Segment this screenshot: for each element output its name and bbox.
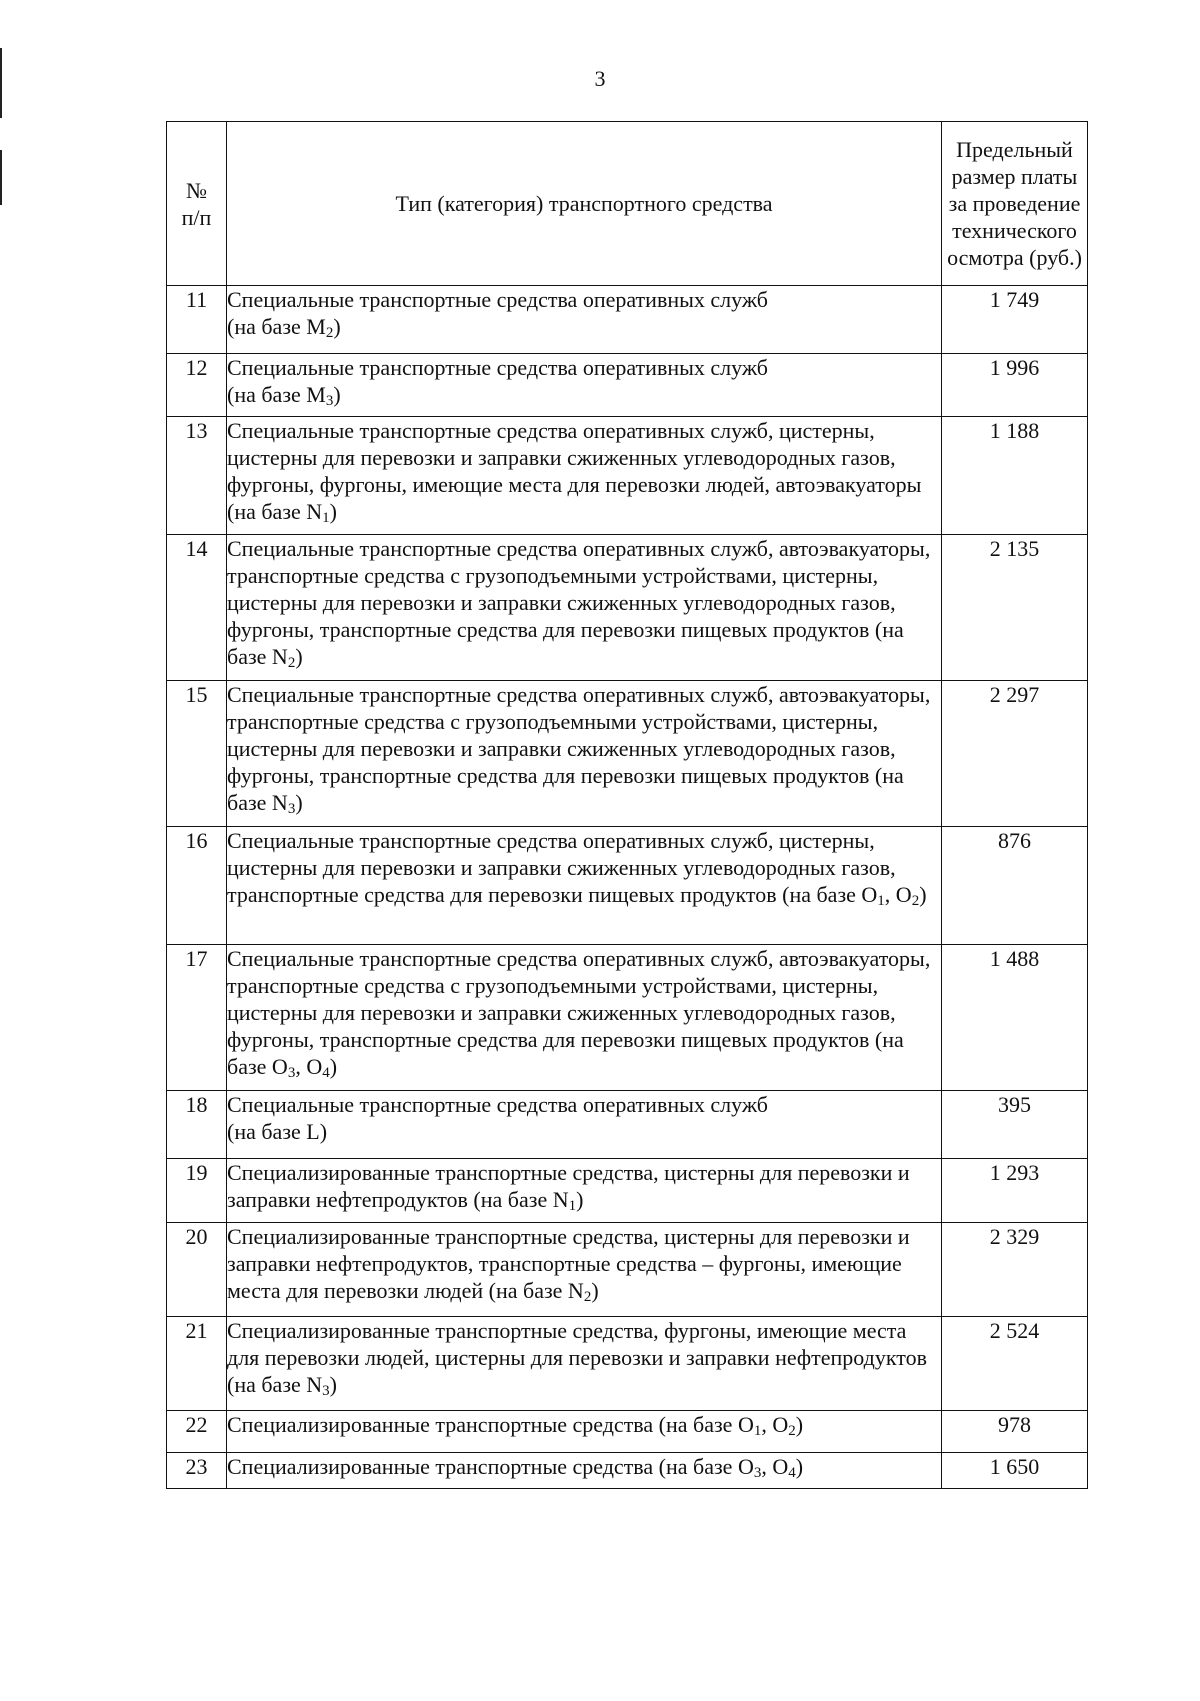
category-subscript: 1 xyxy=(322,510,330,526)
fee-value: 2 297 xyxy=(942,681,1088,827)
table-row xyxy=(167,1091,1088,1159)
category-subscript: 3 xyxy=(325,393,334,409)
fee-value: 876 xyxy=(942,827,1088,945)
table-row xyxy=(167,354,1088,417)
row-number: 21 xyxy=(167,1317,227,1411)
vehicle-type: Специальные транспортные средства оперативных служб (на базе $M_3$) xyxy=(227,354,942,417)
table-row xyxy=(167,827,1088,945)
table-row xyxy=(167,945,1088,1091)
fee-value: 1 996 xyxy=(942,354,1088,417)
category-subscript: 4 xyxy=(322,1065,330,1081)
category-subscript: 2 xyxy=(911,893,920,909)
table-row xyxy=(167,1223,1088,1317)
table-row xyxy=(167,417,1088,535)
vehicle-type: Специальные транспортные средства оперативных служб, цистерны, цистерны для перевозки и заправки сжиженных углеводородных газов, фургоны, фургоны, имеющие места для перевозки людей, автоэвакуаторы (на базе $N_1$) xyxy=(227,417,942,535)
fee-value: 1 188 xyxy=(942,417,1088,535)
category-subscript: 2 xyxy=(583,1289,592,1305)
row-number: 17 xyxy=(167,945,227,1091)
row-number: 16 xyxy=(167,827,227,945)
table-row xyxy=(167,681,1088,827)
table-header-row xyxy=(167,122,1088,286)
fee-value: 2 135 xyxy=(942,535,1088,681)
fee-value: 1 488 xyxy=(942,945,1088,1091)
table-row xyxy=(167,286,1088,354)
category-subscript: 1 xyxy=(753,1423,762,1439)
vehicle-type: Специальные транспортные средства оперативных служб (на базе L) xyxy=(227,1091,942,1159)
vehicle-type: Специализированные транспортные средства, цистерны для перевозки и заправки нефтепродуктов (на базе $N_1$) xyxy=(227,1159,942,1223)
page-number: 3 xyxy=(594,66,606,91)
category-subscript: 2 xyxy=(325,325,334,341)
row-number: 14 xyxy=(167,535,227,681)
header-fee: Предельный размер платы за проведение технического осмотра (руб.) xyxy=(942,122,1088,286)
header-type: Тип (категория) транспортного средства xyxy=(227,122,942,286)
vehicle-type: Специальные транспортные средства оперативных служб, автоэвакуаторы, транспортные средства с грузоподъемными устройствами, цистерны, цистерны для перевозки и заправки сжиженных углеводородных газов, фургоны, транспортные средства для перевозки пищевых продуктов (на базе $N_2$) xyxy=(227,535,942,681)
row-number: 19 xyxy=(167,1159,227,1223)
fee-table xyxy=(166,121,1088,1489)
vehicle-type: Специальные транспортные средства оперативных служб, автоэвакуаторы, транспортные средства с грузоподъемными устройствами, цистерны, цистерны для перевозки и заправки сжиженных углеводородных газов, фургоны, транспортные средства для перевозки пищевых продуктов (на базе $N_3$) xyxy=(227,681,942,827)
fee-value: 2 329 xyxy=(942,1223,1088,1317)
table-row xyxy=(167,1453,1088,1489)
table-row xyxy=(167,1159,1088,1223)
row-number: 11 xyxy=(167,286,227,354)
vehicle-type: Специальные транспортные средства оперативных служб, цистерны, цистерны для перевозки и заправки сжиженных углеводородных газов, транспортные средства для перевозки пищевых продуктов (на базе $O_1$, $O_2$) xyxy=(227,827,942,945)
row-number: 23 xyxy=(167,1453,227,1489)
vehicle-type: Специализированные транспортные средства, цистерны для перевозки и заправки нефтепродуктов, транспортные средства – фургоны, имеющие места для перевозки людей (на базе $N_2$) xyxy=(227,1223,942,1317)
category-subscript: 3 xyxy=(287,801,296,817)
scan-edge-mark-bottom xyxy=(0,150,2,205)
row-number: 18 xyxy=(167,1091,227,1159)
category-subscript: 4 xyxy=(788,1465,796,1481)
row-number: 22 xyxy=(167,1411,227,1453)
category-subscript: 3 xyxy=(753,1465,762,1481)
row-number: 12 xyxy=(167,354,227,417)
table-body xyxy=(167,286,1088,1489)
vehicle-type: Специализированные транспортные средства (на базе $O_3$, $O_4$) xyxy=(227,1453,942,1489)
row-number: 13 xyxy=(167,417,227,535)
vehicle-type: Специальные транспортные средства оперативных служб, автоэвакуаторы, транспортные средства с грузоподъемными устройствами, цистерны, цистерны для перевозки и заправки сжиженных углеводородных газов, фургоны, транспортные средства для перевозки пищевых продуктов (на базе $O_3$, $O_4$) xyxy=(227,945,942,1091)
fee-value: 1 650 xyxy=(942,1453,1088,1489)
fee-value: 395 xyxy=(942,1091,1088,1159)
table-row xyxy=(167,535,1088,681)
category-subscript: 3 xyxy=(287,1065,296,1081)
category-subscript: 3 xyxy=(322,1383,330,1399)
fee-value: 1 293 xyxy=(942,1159,1088,1223)
table-row xyxy=(167,1411,1088,1453)
category-subscript: 1 xyxy=(877,893,885,909)
vehicle-type: Специальные транспортные средства оперативных служб (на базе $M_2$) xyxy=(227,286,942,354)
fee-value: 1 749 xyxy=(942,286,1088,354)
row-number: 20 xyxy=(167,1223,227,1317)
vehicle-type: Специализированные транспортные средства, фургоны, имеющие места для перевозки людей, цистерны для перевозки и заправки нефтепродуктов (на базе $N_3$) xyxy=(227,1317,942,1411)
category-subscript: 2 xyxy=(788,1423,796,1439)
header-number: № п/п xyxy=(167,122,227,286)
fee-value: 978 xyxy=(942,1411,1088,1453)
table-row xyxy=(167,1317,1088,1411)
fee-value: 2 524 xyxy=(942,1317,1088,1411)
category-subscript: 1 xyxy=(568,1198,577,1214)
row-number: 15 xyxy=(167,681,227,827)
category-subscript: 2 xyxy=(287,655,296,671)
vehicle-type: Специализированные транспортные средства (на базе $O_1$, $O_2$) xyxy=(227,1411,942,1453)
